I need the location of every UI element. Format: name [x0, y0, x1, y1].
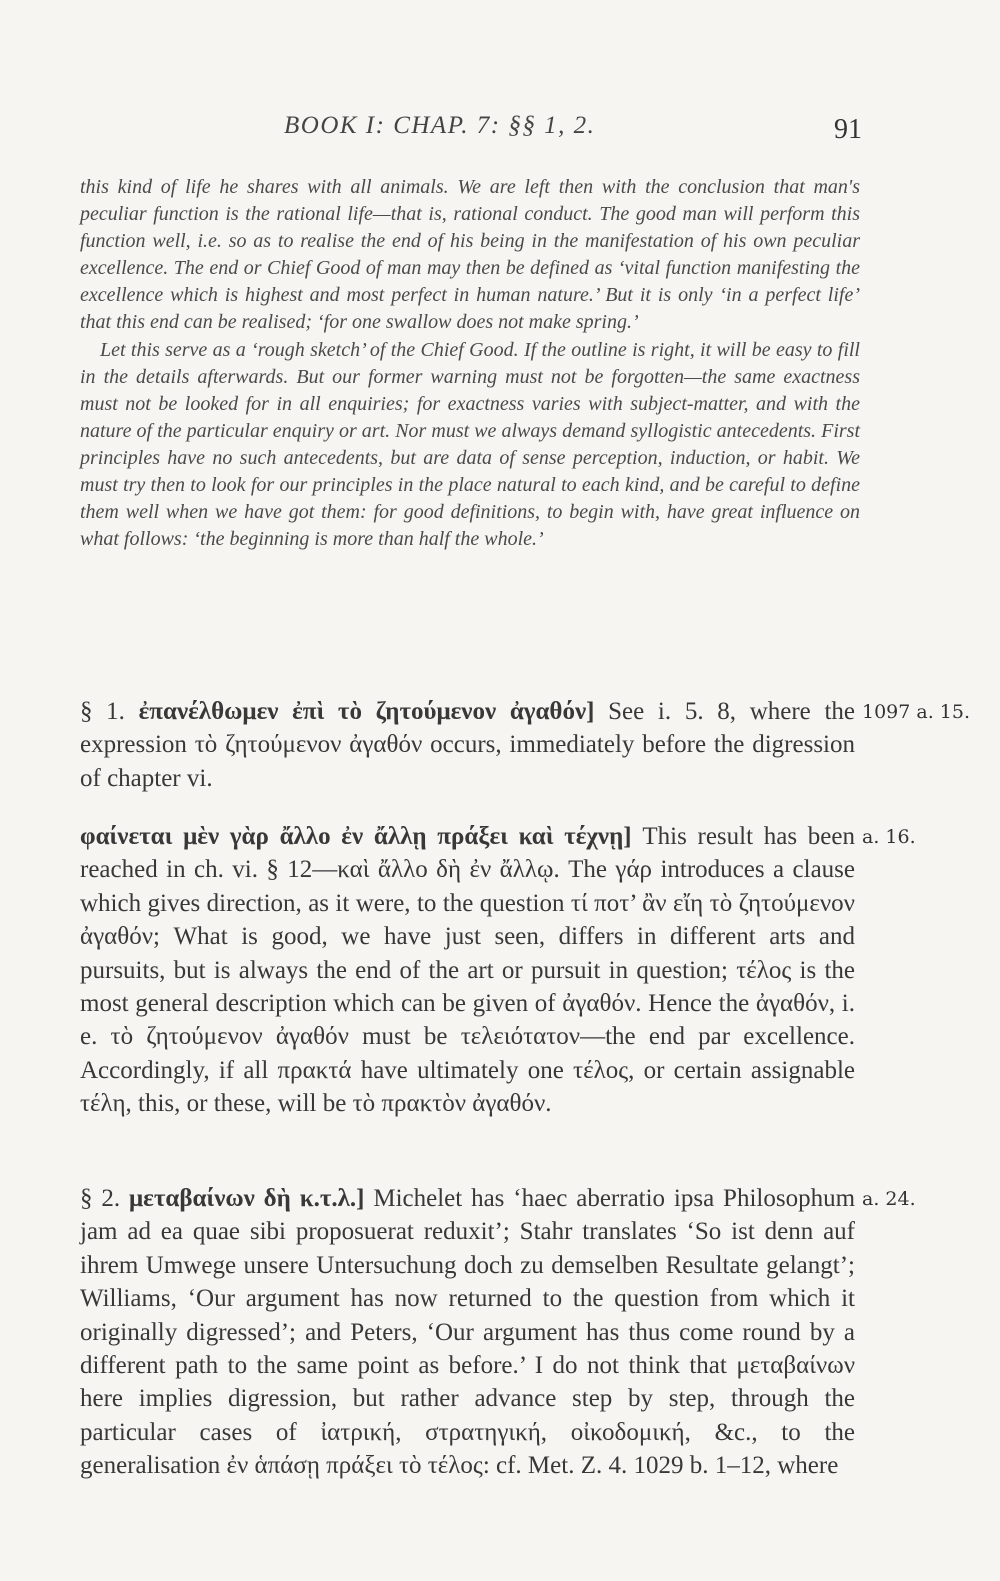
section-mark: § 2.: [80, 1185, 121, 1212]
commentary-note: [80, 820, 855, 1121]
greek-lemma: μεταβαίνων δὴ κ.τ.λ.]: [129, 1185, 365, 1212]
section-mark: § 1.: [80, 698, 125, 725]
margin-reference: a. 16.: [862, 826, 916, 848]
commentary-note: [80, 1182, 855, 1483]
commentary-note: [80, 695, 855, 795]
running-head: BOOK I: CHAP. 7: §§ 1, 2.: [284, 112, 596, 139]
paraphrase-paragraph: Let this serve as a ‘rough sketch’ of the Chief Good. If the outline is right, it will be easy to fill in the details afterwards. But our former warning must not be forgotten—the same exactness must not be looked for in all enquiries; for exactness varies with subject-matter, and with the nature of the particular enquiry or art. Nor must we always demand syllogistic antecedents. First principles have no such antecedents, but are data of sense perception, induction, or habit. We must try then to look for our principles in the place natural to each kind, and be careful to define them well when we have got them: for good definitions, to begin with, have great influence on what follows: ‘the beginning is more than half the whole.’: [80, 338, 860, 551]
page-header: [272, 112, 862, 152]
paraphrase-block: [80, 174, 860, 553]
page-number: 91: [834, 114, 862, 145]
note-text: This result has been reached in ch. vi. § 12—καὶ ἄλλο δὴ ἐν ἄλλῳ. The γάρ introduces a clause which gives direction, as it were, to the question τί ποτ’ ἂν εἴη τὸ ζητούμενον ἀγαθόν; What is good, we have just seen, differs in different arts and pursuits, but is always the end of the art or pursuit in question; τέλος is the most general description which can be given of ἀγαθόν. Hence the ἀγαθόν, i. e. τὸ ζητούμενον ἀγαθόν must be τελειότατον—the end par excellence. Accordingly, if all πρακτά have ultimately one τέλος, or certain assignable τέλη, this, or these, will be τὸ πρακτὸν ἀγαθόν.: [80, 823, 856, 1118]
note-text: Michelet has ‘haec aberratio ipsa Philosophum jam ad ea quae sibi proposuerat reduxit’; Stahr translates ‘So ist denn auf ihrem Umwege unsere Untersuchung doch zu demselben Resultate gelangt’; Williams, ‘Our argument has now returned to the question from which it originally digressed’; and Peters, ‘Our argument has thus come round by a different path to the same point as before.’ I do not think that μεταβαίνων here implies digression, but rather advance step by step, through the particular cases of ἰατρική, στρατηγική, οἰκοδομική, &c., to the generalisation ἐν ἁπάσῃ πράξει τὸ τέλος: cf. Met. Z. 4. 1029 b. 1–12, where: [80, 1185, 856, 1480]
margin-reference: 1097 a. 15.: [862, 701, 971, 723]
greek-lemma: ἐπανέλθωμεν ἐπὶ τὸ ζητούμενον ἀγαθόν]: [138, 698, 595, 725]
note-text: See i. 5. 8, where the expression τὸ ζητούμενον ἀγαθόν occurs, immediately before the digression of chapter vi.: [80, 698, 855, 792]
paraphrase-paragraph: this kind of life he shares with all animals. We are left then with the conclusion that man's peculiar function is the rational life—that is, rational conduct. The good man will perform this function well, i.e. so as to realise the end of his being in the manifestation of his own peculiar excellence. The end or Chief Good of man may then be defined as ‘vital function manifesting the excellence which is highest and most perfect in human nature.’ But it is only ‘in a perfect life’ that this end can be realised; ‘for one swallow does not make spring.’: [80, 176, 860, 334]
margin-reference: a. 24.: [862, 1188, 916, 1210]
greek-lemma: φαίνεται μὲν γὰρ ἄλλο ἐν ἄλλῃ πράξει καὶ τέχνῃ]: [80, 823, 632, 850]
